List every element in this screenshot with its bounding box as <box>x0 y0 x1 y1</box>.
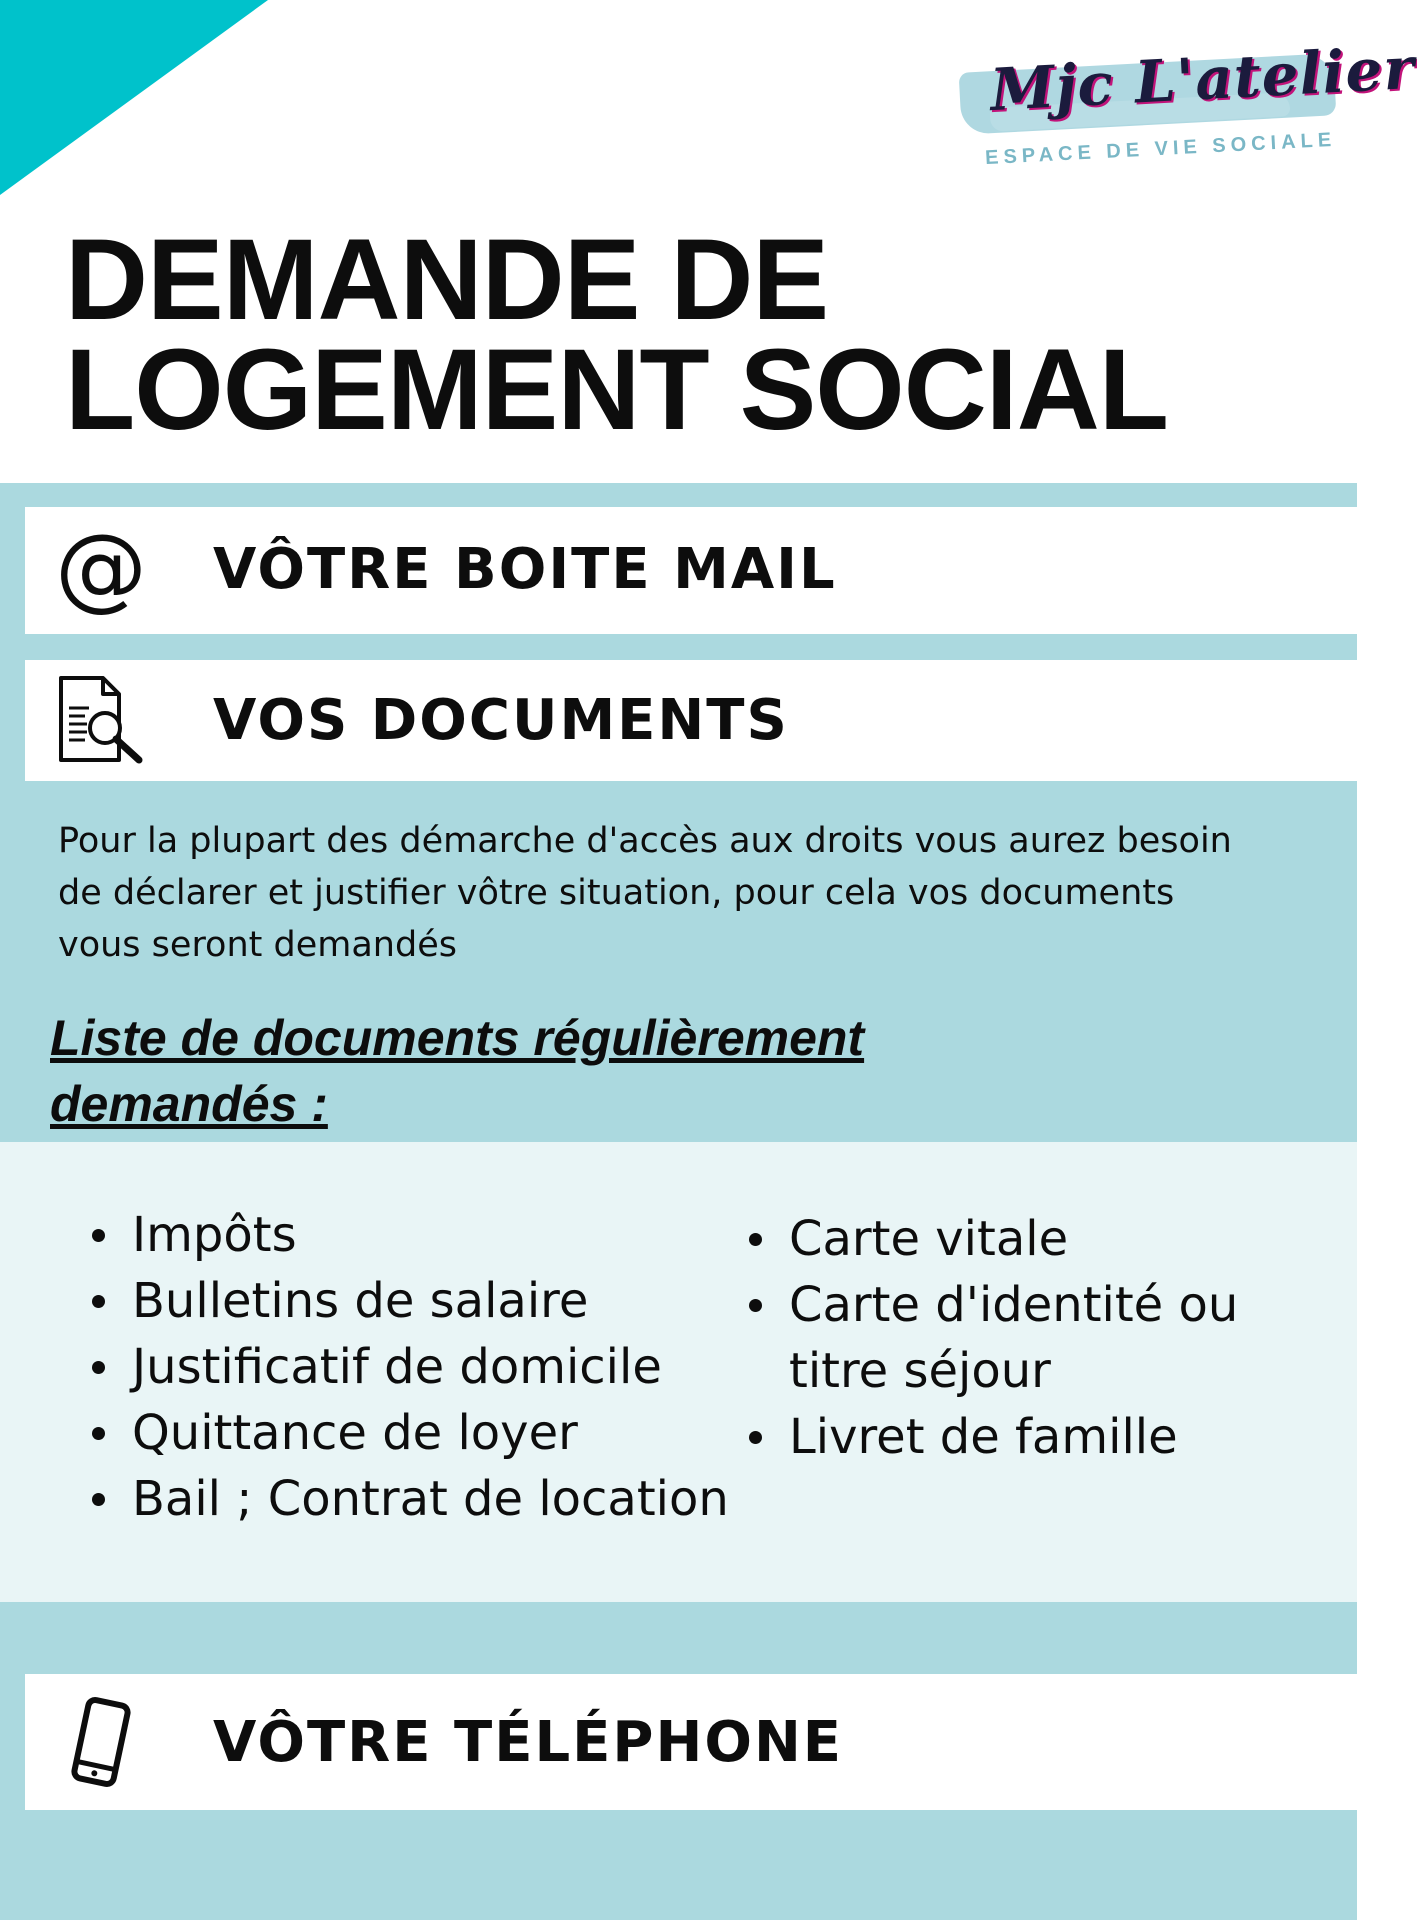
documents-intro-text: Pour la plupart des démarche d'accès aux droits vous aurez besoin de déclarer et justifier vôtre situation, pour cela vos documents vous seront demandés <box>58 821 1232 965</box>
list-item: Impôts <box>90 1202 729 1268</box>
list-item: Livret de famille <box>747 1404 1267 1470</box>
documents-list-right <box>747 1206 1267 1470</box>
documents-list-left <box>90 1202 729 1532</box>
logo-subtitle: ESPACE DE VIE SOCIALE <box>984 128 1337 170</box>
logo <box>950 33 1417 175</box>
list-item: Quittance de loyer <box>90 1400 729 1466</box>
smartphone-icon <box>55 1696 147 1793</box>
list-item: Carte d'identité ou titre séjour <box>747 1272 1267 1404</box>
section-bar-phone <box>25 1674 1357 1810</box>
page-title <box>65 216 1169 454</box>
section-label-documents: VOS DOCUMENTS <box>213 688 789 753</box>
section-bar-documents <box>25 660 1357 781</box>
documents-list-title: Liste de documents régulièrement demandés : <box>50 1010 865 1132</box>
page-title-line-1: DEMANDE DE <box>65 216 829 344</box>
section-label-phone: VÔTRE TÉLÉPHONE <box>213 1710 844 1775</box>
list-item: Justificatif de domicile <box>90 1334 729 1400</box>
logo-name: Mjc L'atelier <box>988 33 1417 125</box>
document-search-icon <box>55 674 147 771</box>
section-bar-mail <box>25 507 1357 634</box>
page-title-line-2: LOGEMENT SOCIAL <box>65 326 1169 454</box>
list-item: Bail ; Contrat de location <box>90 1466 729 1532</box>
list-item: Carte vitale <box>747 1206 1267 1272</box>
list-item: Bulletins de salaire <box>90 1268 729 1334</box>
svg-text:@: @ <box>55 514 147 621</box>
section-label-mail: VÔTRE BOITE MAIL <box>213 537 837 602</box>
at-sign-icon <box>55 514 147 621</box>
corner-triangle-decoration <box>0 0 268 195</box>
